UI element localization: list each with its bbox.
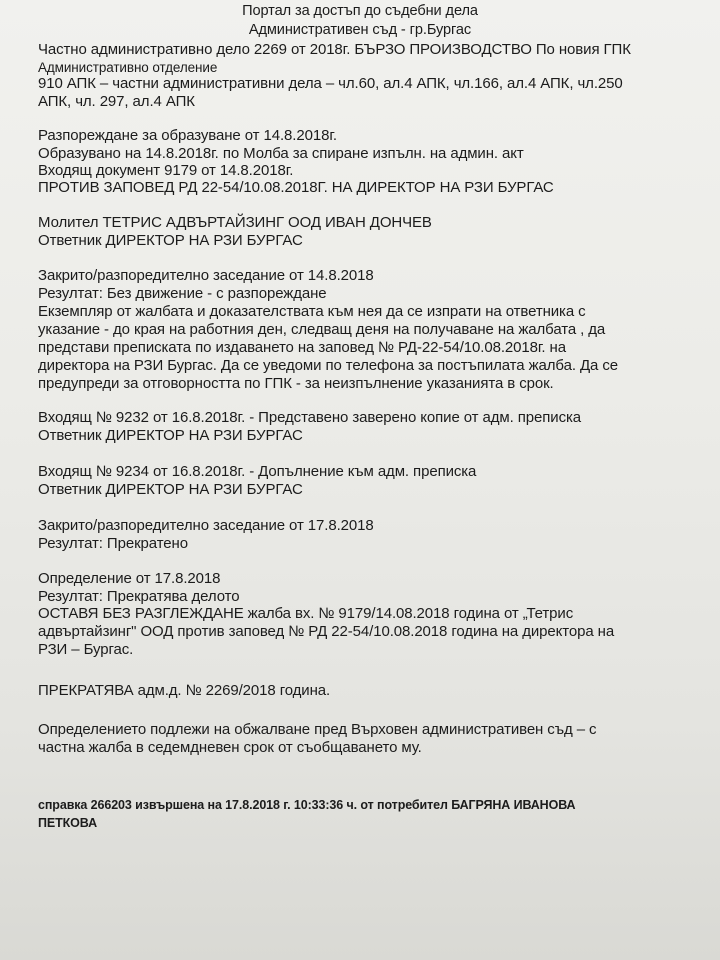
formation-order: Разпореждане за образуване от 14.8.2018г.	[38, 127, 337, 144]
portal-title: Портал за достъп до съдебни дела	[242, 2, 478, 19]
case-title: Частно административно дело 2269 от 2018г. БЪРЗО ПРОИЗВОДСТВО По новия ГПК	[38, 41, 631, 58]
ruling-appeal-line: частна жалба в седемдневен срок от съобщаването му.	[38, 739, 422, 756]
ruling-result: Резултат: Прекратява делото	[38, 588, 240, 605]
session-1-text-line: указание - до края на работния ден, следващ деня на получаване на жалбата , да	[38, 321, 606, 338]
ruling-text-line: адвъртайзинг" ООД против заповед № РД 22-54/10.08.2018 година на директора на	[38, 623, 615, 640]
case-category-line-1: 910 АПК – частни административни дела – чл.60, ал.4 АПК, чл.166, ал.4 АПК, чл.250	[38, 75, 623, 92]
session-2-title: Закрито/разпоредително заседание от 17.8.2018	[38, 517, 374, 534]
formation-against: ПРОТИВ ЗАПОВЕД РД 22-54/10.08.2018Г. НА ДИРЕКТОР НА РЗИ БУРГАС	[38, 179, 554, 196]
case-category-line-2: АПК, чл. 297, ал.4 АПК	[38, 93, 195, 110]
party-petitioner: Молител ТЕТРИС АДВЪРТАЙЗИНГ ООД ИВАН ДОНЧЕВ	[38, 214, 432, 231]
incoming-2-respondent: Ответник ДИРЕКТОР НА РЗИ БУРГАС	[38, 481, 303, 498]
incoming-1-respondent: Ответник ДИРЕКТОР НА РЗИ БУРГАС	[38, 427, 303, 444]
ruling-text-line: ОСТАВЯ БЕЗ РАЗГЛЕЖДАНЕ жалба вх. № 9179/14.08.2018 година от „Тетрис	[38, 605, 574, 622]
session-1-text-line: предупреди за отговорността по ГПК - за неизпълнение указанията в срок.	[38, 375, 554, 392]
footer-reference-line-1: справка 266203 извършена на 17.8.2018 г. 10:33:36 ч. от потребител БАГРЯНА ИВАНОВА	[38, 798, 576, 812]
session-2-result: Резултат: Прекратено	[38, 535, 188, 552]
ruling-text-line: РЗИ – Бургас.	[38, 641, 134, 658]
session-1-text-line: директора на РЗИ Бургас. Да се уведоми по телефона за постъпилата жалба. Да се	[38, 357, 618, 374]
ruling-title: Определение от 17.8.2018	[38, 570, 221, 587]
formation-incoming-doc: Входящ документ 9179 от 14.8.2018г.	[38, 162, 294, 179]
incoming-1-line: Входящ № 9232 от 16.8.2018г. - Представено заверено копие от адм. преписка	[38, 409, 582, 426]
session-1-result: Резултат: Без движение - с разпореждане	[38, 285, 327, 302]
ruling-terminates: ПРЕКРАТЯВА адм.д. № 2269/2018 година.	[38, 682, 331, 699]
ruling-appeal-line: Определението подлежи на обжалване пред Върховен административен съд – с	[38, 721, 597, 738]
incoming-2-line: Входящ № 9234 от 16.8.2018г. - Допълнение към адм. преписка	[38, 463, 477, 480]
formation-formed: Образувано на 14.8.2018г. по Молба за спиране изпълн. на админ. акт	[38, 145, 524, 162]
court-name: Административен съд - гр.Бургас	[248, 21, 472, 38]
footer-reference-line-2: ПЕТКОВА	[38, 816, 98, 830]
session-1-text-line: Екземпляр от жалбата и доказателствата към нея да се изпрати на ответника с	[38, 303, 586, 320]
party-respondent: Ответник ДИРЕКТОР НА РЗИ БУРГАС	[38, 232, 303, 249]
case-department: Административно отделение	[38, 60, 218, 75]
session-1-title: Закрито/разпоредително заседание от 14.8.2018	[38, 267, 374, 284]
session-1-text-line: представи преписката по издаването на заповед № РД-22-54/10.08.2018г. на	[38, 339, 566, 356]
